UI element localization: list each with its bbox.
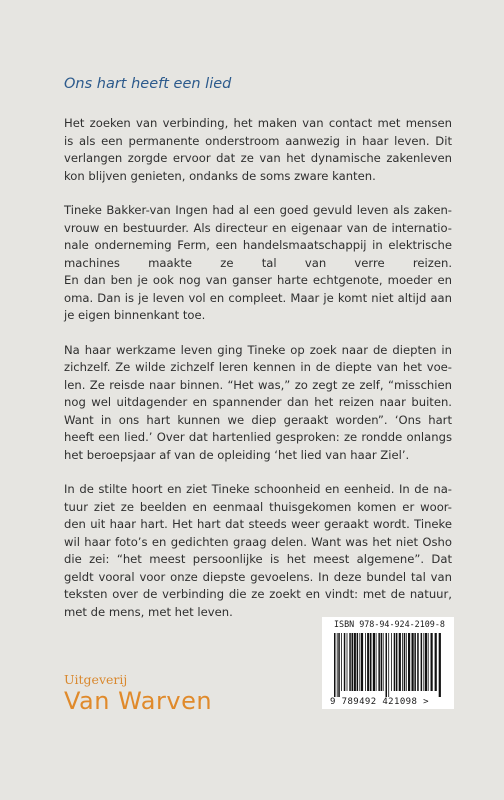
text-line: vrouw en bestuurder. Als directeur en eigenaar van de internatio- [64, 220, 452, 235]
barcode-bar [361, 633, 363, 691]
barcode-bar [334, 633, 336, 697]
text-line: kon blijven genieten, ondanks de soms zware kanten. [64, 168, 376, 183]
barcode-bar [352, 633, 354, 691]
text-line: verlangen zorgde ervoor dat ze van het dynamische zakenleven [64, 151, 452, 165]
text-line: tuur ziet ze beelden en eenmaal thuisgekomen komen er woor- [64, 499, 452, 514]
text-line: je eigen binnenkant toe. [64, 308, 206, 322]
barcode-bar [402, 633, 403, 691]
isbn-text: ISBN 978-94-924-2109-8 [334, 619, 445, 629]
barcode-bar [394, 633, 396, 691]
text-line: het beroepsjaar af van de opleiding ‘het lied van haar Ziel’. [64, 447, 410, 462]
text-line: Want in ons hart kunnen we diep geraakt worden”. ‘Ons hart [64, 412, 452, 427]
barcode-bar [365, 633, 366, 691]
barcode-bar [421, 633, 423, 691]
text-line: zichzelf. Ze wilde zichzelf leren kennen in de diepte van het voe- [64, 360, 452, 374]
text-line: teksten over de verbinding die ze zoekt en vindt: met de natuur, [64, 587, 452, 601]
barcode-bar [391, 633, 392, 691]
text-line: met de mens, met het leven. [64, 604, 233, 619]
barcode-bar [381, 633, 383, 691]
barcode-bar [431, 633, 433, 691]
barcode-bar [370, 633, 372, 691]
barcode-bar [386, 633, 388, 697]
barcode-bar [388, 633, 389, 697]
barcode-bar [399, 633, 401, 691]
publisher-logo-text: Van Warven [64, 687, 213, 715]
barcode-bar [357, 633, 359, 691]
barcode-bar [344, 633, 346, 691]
text-line: Het zoeken van verbinding, het maken van contact met mensen [64, 116, 452, 130]
barcode-bar [412, 633, 414, 691]
barcode-bar [359, 633, 360, 691]
text-line: nale onderneming Ferm, een handelsmaatschappij in elektrische [64, 238, 452, 252]
publisher-prefix: Uitgeverij [64, 672, 128, 687]
text-line: machines maakte ze tal van verre reizen. [64, 255, 452, 270]
barcode-bar [376, 633, 377, 691]
barcode-bar [439, 633, 441, 697]
text-line: Tineke Bakker-van Ingen had al een goed gevuld leven als zaken- [64, 203, 452, 217]
text-line: is als een permanente onderstroom aanwezig in haar leven. Dit [64, 133, 452, 148]
book-title: Ons hart heeft een lied [64, 76, 232, 92]
text-line: die zei: “het meest persoonlijke is het meest algemene”. Dat [64, 552, 452, 566]
barcode-bar [341, 633, 342, 691]
barcode-bar [425, 633, 427, 691]
text-line: En dan ben je ook nog van ganser harte echtgenote, moeder en [64, 273, 452, 287]
blurb-text [64, 115, 452, 638]
text-line: nog wel uitdagender en spannender dan het reizen naar buiten. [64, 395, 452, 409]
text-line: geldt vooral voor onze diepste gevoelens. In deze bundel tal van [64, 569, 452, 584]
barcode-bar [373, 633, 375, 691]
barcode-bar [347, 633, 348, 691]
blurb-paragraph-2 [64, 202, 452, 325]
barcode-bar [378, 633, 380, 691]
barcode-bar [428, 633, 429, 691]
barcode-label [322, 617, 454, 709]
barcode-bars [332, 633, 444, 697]
barcode-bar [435, 633, 437, 691]
text-line: oma. Dan is je leven vol en compleet. Maar je komt niet altijd aan [64, 290, 452, 305]
barcode-bar [383, 633, 384, 691]
barcode-bar [423, 633, 424, 691]
text-line: wil haar foto’s en gedichten graag delen. Want was het niet Osho [64, 534, 452, 549]
barcode-bar [354, 633, 356, 691]
barcode-bar [337, 633, 338, 697]
barcode-bar [417, 633, 419, 691]
blurb-paragraph-4 [64, 481, 452, 621]
barcode-bar [408, 633, 410, 691]
text-line: heeft een lied.’ Over dat hartenlied gesproken: ze rondde onlangs [64, 430, 452, 444]
barcode-bar [349, 633, 351, 691]
text-line: In de stilte hoort en ziet Tineke schoonheid en eenheid. In de na- [64, 482, 452, 496]
blurb-paragraph-1 [64, 115, 452, 185]
text-line: Na haar werkzame leven ging Tineke op zoek naar de diepten in [64, 342, 452, 357]
barcode-bar [406, 633, 407, 691]
barcode-bar [396, 633, 398, 691]
barcode-bar [414, 633, 416, 691]
blurb-paragraph-3 [64, 342, 452, 465]
barcode-digits: 9 789492 421098 > [330, 697, 429, 707]
text-line: den uit haar hart. Het hart dat steeds weer geraakt wordt. Tineke [64, 517, 452, 531]
barcode-bar [404, 633, 406, 691]
barcode-bar [338, 633, 340, 697]
barcode-bar [367, 633, 369, 691]
text-line: len. Ze reisde naar binnen. “Het was,” zo zegt ze zelf, “misschien [64, 377, 452, 392]
